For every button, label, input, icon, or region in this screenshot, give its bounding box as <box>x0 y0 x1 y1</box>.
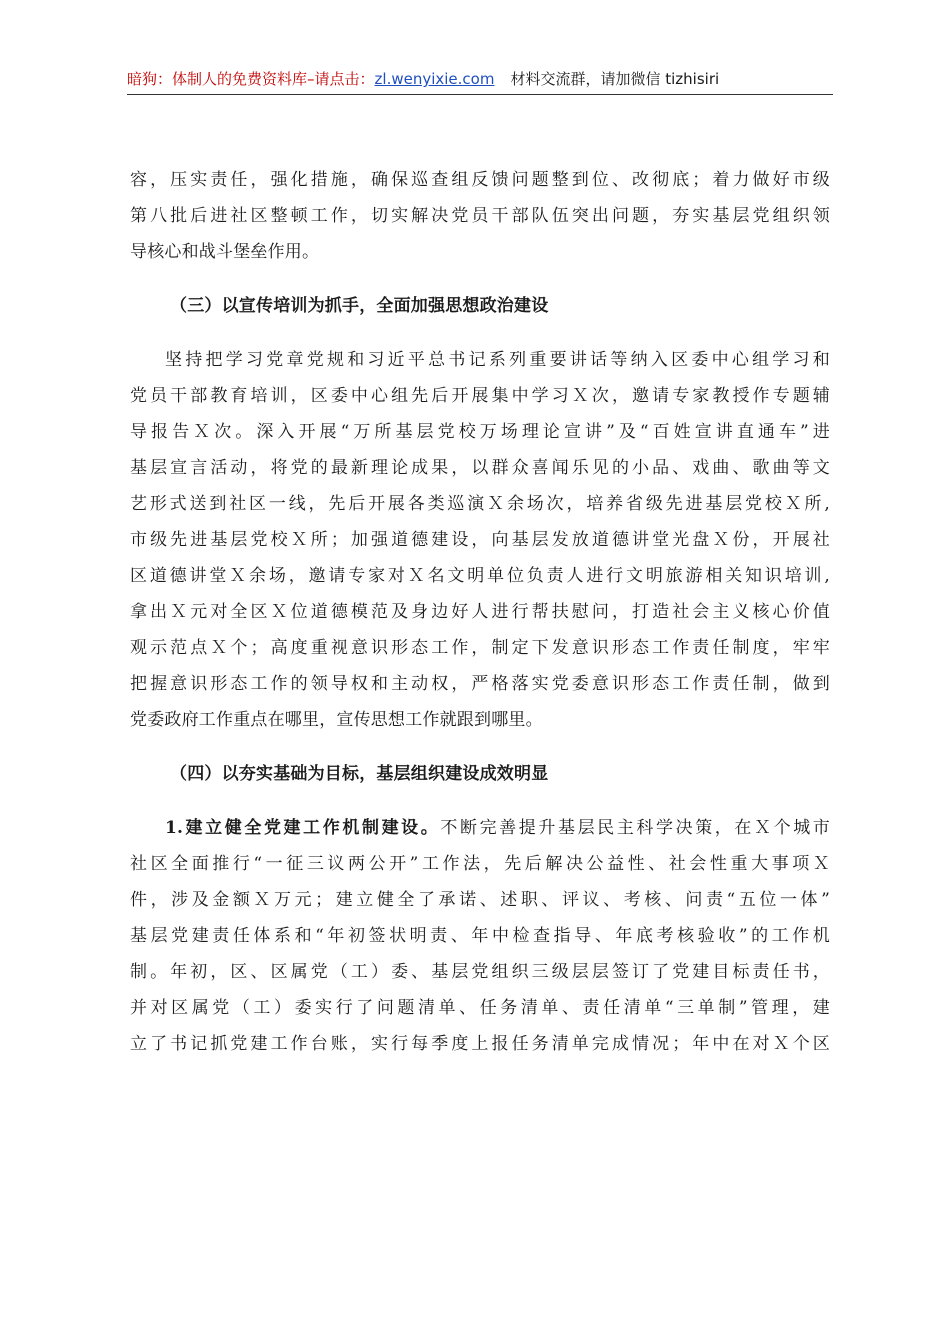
section-heading-3: （三）以宣传培训为抓手，全面加强思想政治建设 <box>170 296 549 316</box>
text-line: 导报告Ｘ次。深入开展“万所基层党校万场理论宣讲”及“百姓宣讲直通车”进 <box>130 422 830 442</box>
paragraph-3 <box>130 810 830 1062</box>
text-line: 第八批后进社区整顿工作，切实解决党员干部队伍突出问题，夯实基层党组织领 <box>130 206 830 226</box>
subsection-lead: 1.建立健全党建工作机制建设。 <box>165 818 441 838</box>
text-line: 基层党建责任体系和“年初签状明责、年中检查指导、年底考核验收”的工作机 <box>130 926 830 946</box>
text-line: 艺形式送到社区一线，先后开展各类巡演Ｘ余场次，培养省级先进基层党校Ｘ所, <box>130 494 830 514</box>
header-wechat-note: 材料交流群，请加微信 tizhisiri <box>510 70 720 88</box>
text-line: 党员干部教育培训，区委中心组先后开展集中学习Ｘ次，邀请专家教授作专题辅 <box>130 386 830 406</box>
text-line: 坚持把学习党章党规和习近平总书记系列重要讲话等纳入区委中心组学习和 <box>165 350 830 370</box>
text-line: 市级先进基层党校Ｘ所；加强道德建设，向基层发放道德讲堂光盘Ｘ份，开展社 <box>130 530 830 550</box>
text-line: 区道德讲堂Ｘ余场，邀请专家对Ｘ名文明单位负责人进行文明旅游相关知识培训, <box>130 566 830 586</box>
text-line: 容，压实责任，强化措施，确保巡查组反馈问题整到位、改彻底；着力做好市级 <box>130 170 830 190</box>
paragraph-2 <box>130 342 830 738</box>
text-line: 制。年初，区、区属党（工）委、基层党组织三级层层签订了党建目标责任书， <box>130 962 830 982</box>
text-line: 件，涉及金额Ｘ万元；建立健全了承诺、述职、评议、考核、问责“五位一体” <box>130 890 830 910</box>
text-line-with-lead <box>130 810 830 846</box>
header-link[interactable]: zl.wenyixie.com <box>374 70 495 88</box>
text-line: 党委政府工作重点在哪里，宣传思想工作就跟到哪里。 <box>130 710 543 730</box>
paragraph-1 <box>130 162 830 270</box>
header-site-name: 暗狗：体制人的免费资料库 <box>127 70 308 88</box>
section-heading-4: （四）以夯实基础为目标，基层组织建设成效明显 <box>170 764 549 784</box>
text-line: 基层宣言活动，将党的最新理论成果，以群众喜闻乐见的小品、戏曲、歌曲等文 <box>130 458 830 478</box>
text-line: 观示范点Ｘ个；高度重视意识形态工作，制定下发意识形态工作责任制度，牢牢 <box>130 638 830 658</box>
text-line: 把握意识形态工作的领导权和主动权，严格落实党委意识形态工作责任制，做到 <box>130 674 830 694</box>
page-header <box>127 68 833 90</box>
text-span: 不断完善提升基层民主科学决策，在Ｘ个城市 <box>440 818 831 838</box>
text-line: 拿出Ｘ元对全区Ｘ位道德模范及身边好人进行帮扶慰问，打造社会主义核心价值 <box>130 602 830 622</box>
document-body <box>130 162 830 1062</box>
text-line: 社区全面推行“一征三议两公开”工作法，先后解决公益性、社会性重大事项Ｘ <box>130 854 830 874</box>
text-line: 导核心和战斗堡垒作用。 <box>130 242 320 262</box>
text-line: 并对区属党（工）委实行了问题清单、任务清单、责任清单“三单制”管理，建 <box>130 998 830 1018</box>
header-click-prompt: –请点击： <box>307 70 375 88</box>
header-divider <box>127 94 833 95</box>
text-line: 立了书记抓党建工作台账，实行每季度上报任务清单完成情况；年中在对Ｘ个区 <box>130 1034 830 1054</box>
